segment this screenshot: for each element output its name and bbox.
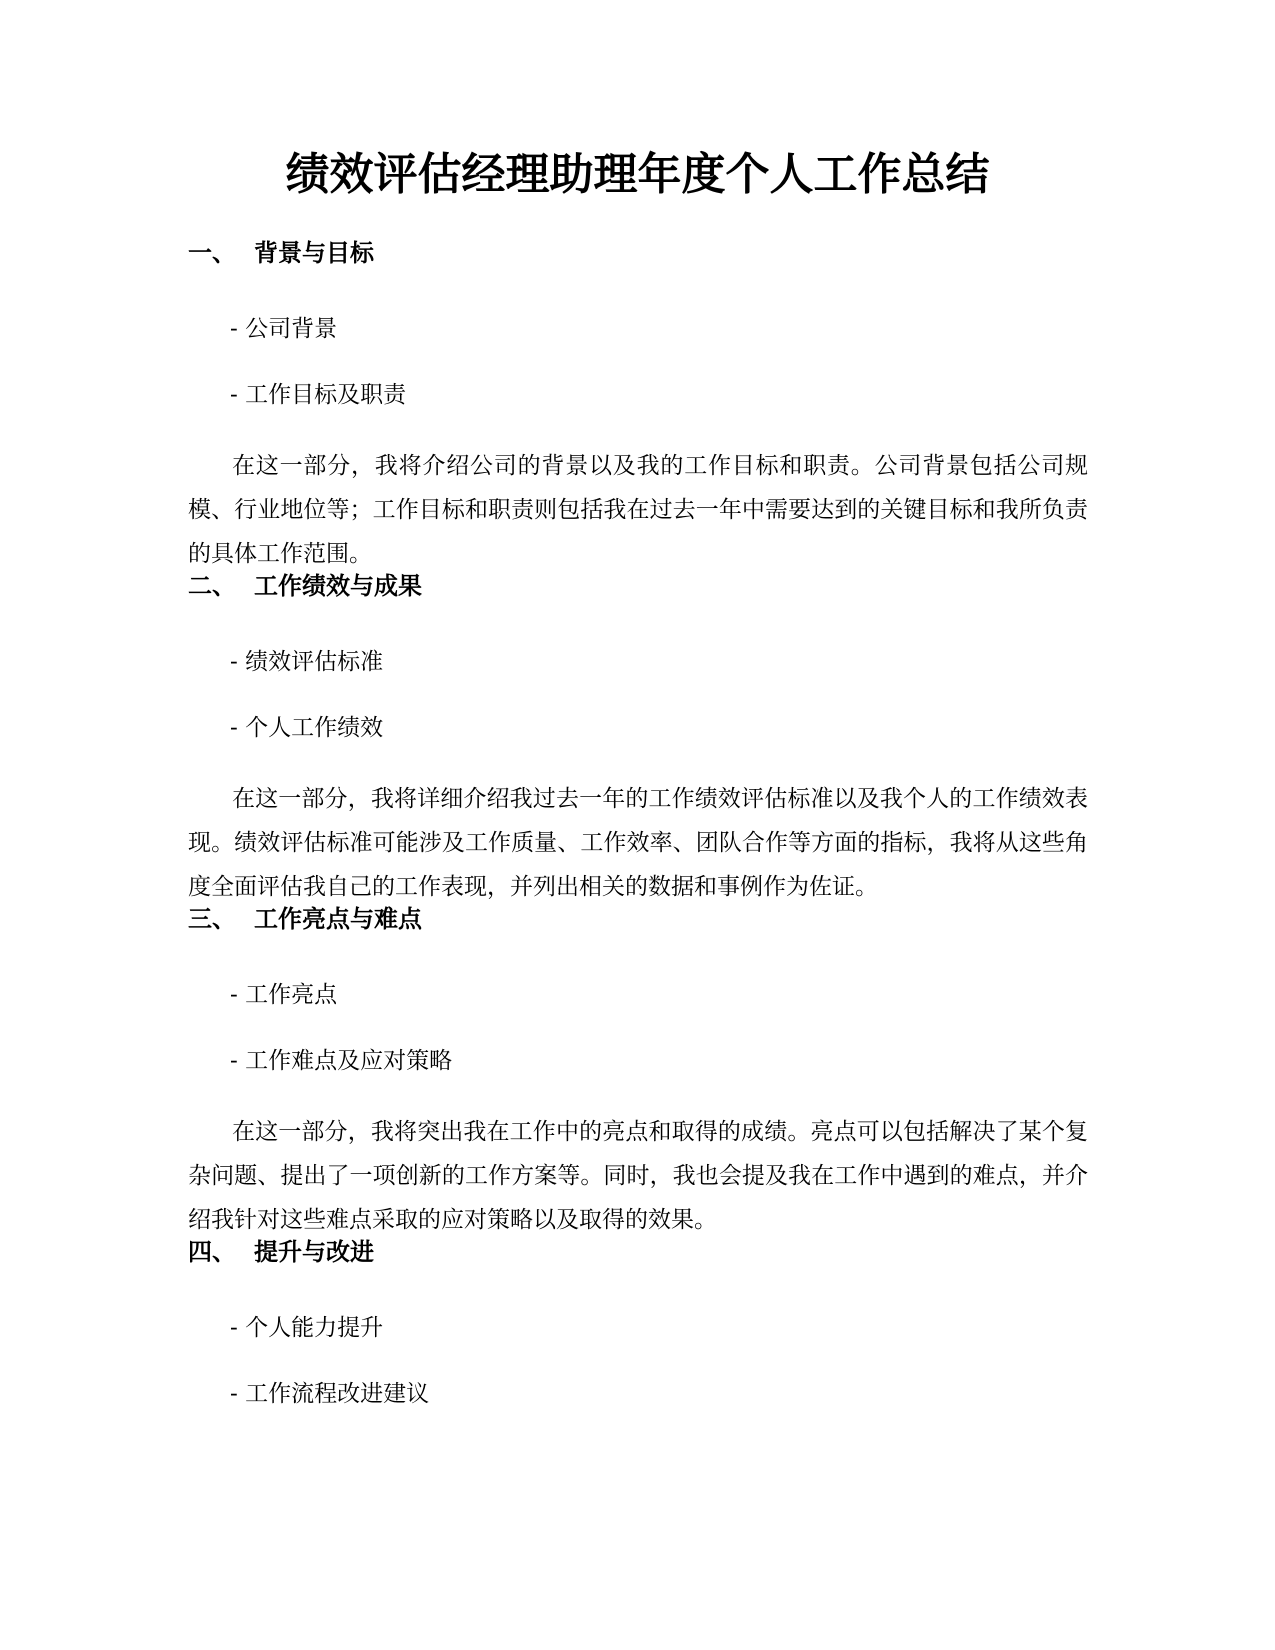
section-title: 提升与改进 [254, 1238, 374, 1266]
section-title: 工作亮点与难点 [254, 905, 422, 933]
section-heading [188, 899, 1088, 939]
list-item: - 绩效评估标准 [230, 649, 384, 675]
section-number: 一、 [188, 239, 236, 267]
list-item: - 公司背景 [230, 316, 338, 342]
bullet-list [188, 1295, 1088, 1427]
section-highlights-and-difficulties [188, 899, 1088, 1242]
bullet-list [188, 629, 1088, 761]
section-number: 二、 [188, 572, 236, 600]
document-title: 绩效评估经理助理年度个人工作总结 [285, 149, 990, 200]
bullet-list [188, 296, 1088, 428]
section-title: 工作绩效与成果 [254, 572, 422, 600]
list-item: - 工作目标及职责 [230, 382, 407, 408]
list-item: - 工作亮点 [230, 982, 338, 1008]
section-number: 四、 [188, 1238, 236, 1266]
list-item: - 个人能力提升 [230, 1315, 384, 1341]
section-title: 背景与目标 [254, 239, 374, 267]
section-paragraph: 在这一部分，我将介绍公司的背景以及我的工作目标和职责。公司背景包括公司规模、行业地位等；工作目标和职责则包括我在过去一年中需要达到的关键目标和我所负责的具体工作范围。 [188, 453, 1088, 567]
section-background-and-goals [188, 233, 1088, 576]
list-item: - 个人工作绩效 [230, 715, 384, 741]
section-heading [188, 1232, 1088, 1272]
section-heading [188, 233, 1088, 273]
list-item: - 工作流程改进建议 [230, 1381, 430, 1407]
bullet-list [188, 962, 1088, 1094]
section-improvement [188, 1232, 1088, 1427]
section-number: 三、 [188, 905, 236, 933]
section-heading [188, 566, 1088, 606]
section-paragraph: 在这一部分，我将突出我在工作中的亮点和取得的成绩。亮点可以包括解决了某个复杂问题、提出了一项创新的工作方案等。同时，我也会提及我在工作中遇到的难点，并介绍我针对这些难点采取的应对策略以及取得的效果。 [188, 1119, 1088, 1233]
list-item: - 工作难点及应对策略 [230, 1048, 453, 1074]
section-performance-and-results [188, 566, 1088, 909]
section-paragraph: 在这一部分，我将详细介绍我过去一年的工作绩效评估标准以及我个人的工作绩效表现。绩效评估标准可能涉及工作质量、工作效率、团队合作等方面的指标，我将从这些角度全面评估我自己的工作表现，并列出相关的数据和事例作为佐证。 [188, 786, 1088, 900]
